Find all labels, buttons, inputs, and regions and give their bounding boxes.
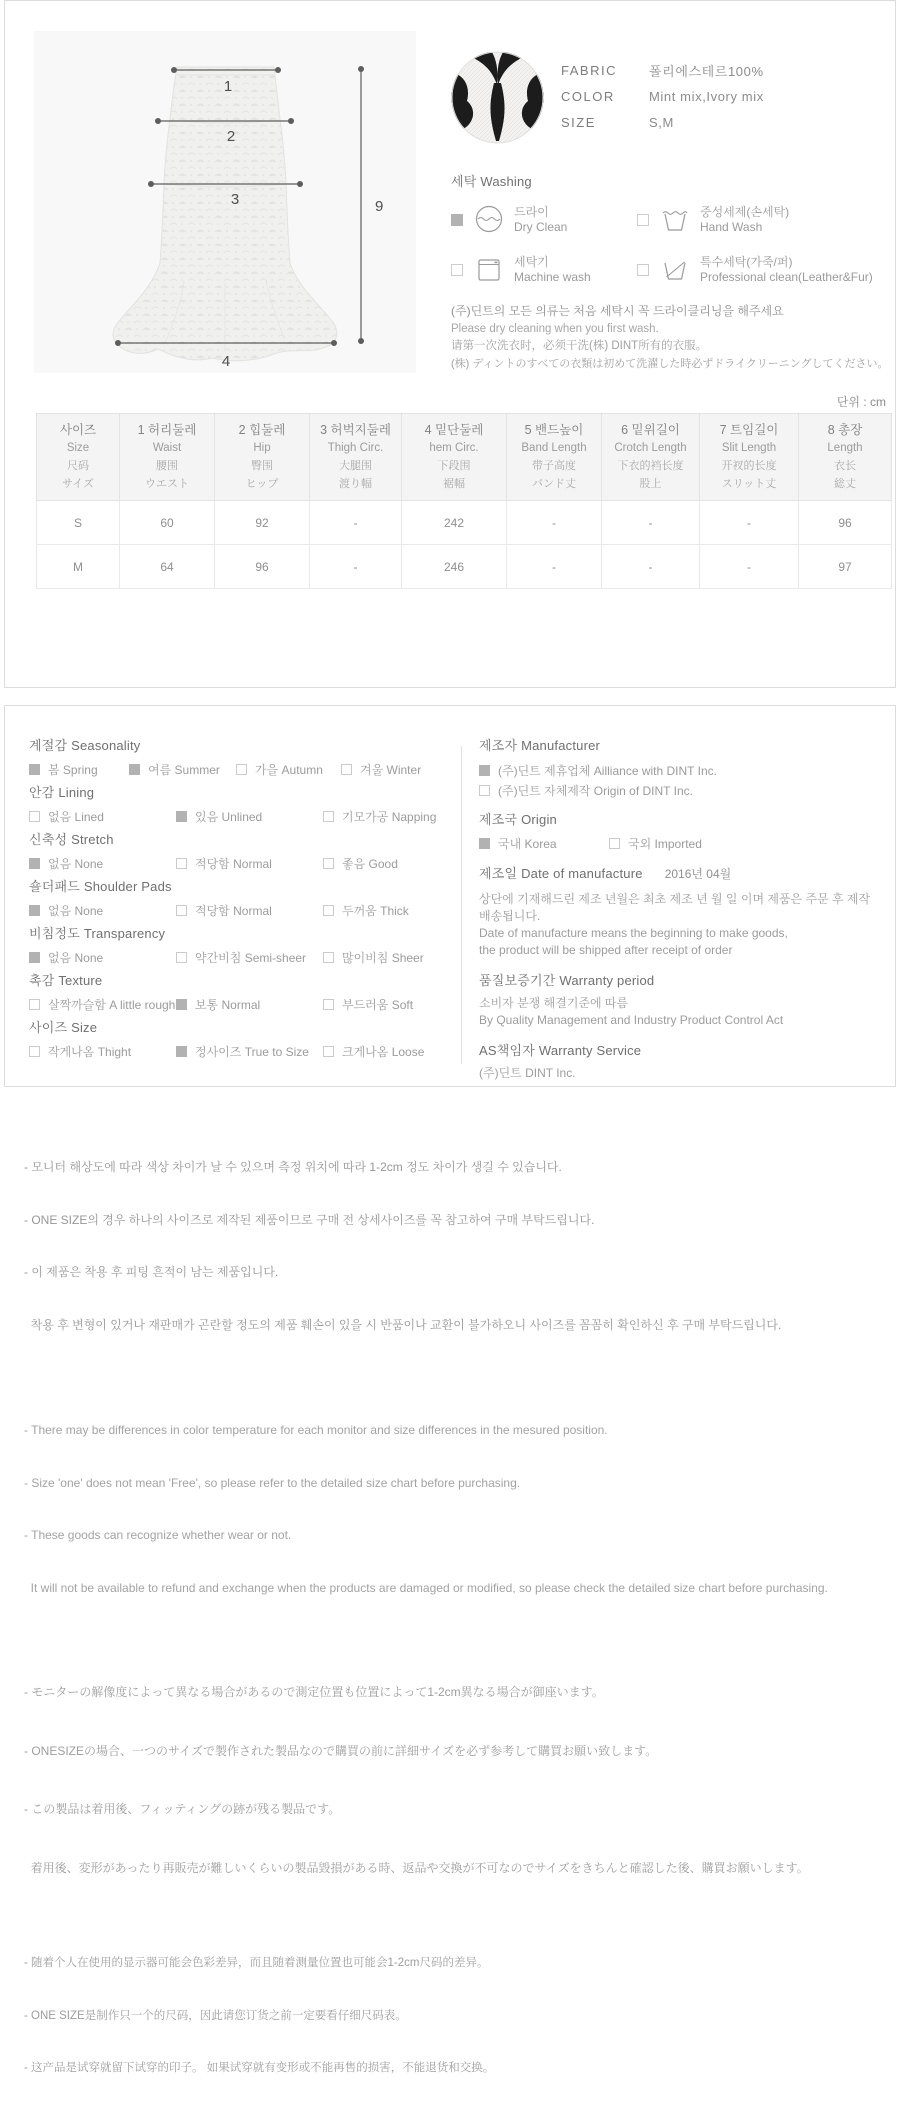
- checkbox-unchecked-icon: [341, 764, 352, 775]
- option: 국내 Korea: [479, 835, 609, 852]
- notes-english: - There may be differences in color temperature for each monitor and size differences in the mesured position. - Size 'one' does not mean 'Free', so please refer to the detailed size chart before purchasing. - These goods can recognize whether wear or not. It will not be available to refund and exchange when the products are damaged or modified, so please check the detailed size chart before purchasing.: [24, 1423, 828, 1595]
- table-row: S 60 92 - 242 - - - 96: [37, 501, 892, 545]
- checkbox-unchecked-icon: [29, 811, 40, 822]
- washing-note-japanese: (株) ディントのすべての衣類は初めて洗濯した時必ずドライクリーニングしてください。: [451, 357, 889, 370]
- washing-label-en: Hand Wash: [700, 220, 763, 234]
- checkbox-unchecked-icon: [323, 811, 334, 822]
- section-warranty-period: [479, 971, 883, 1029]
- table-header-cell: 1 허리둘레 Waist 腰围 ウエスト: [120, 414, 215, 501]
- washing-section: [451, 171, 895, 373]
- checkbox-checked-icon: [29, 764, 40, 775]
- section-origin: [479, 810, 883, 852]
- table-header-cell: 7 트임길이 Slit Length 开衩的长度 スリット丈: [700, 414, 799, 501]
- checkbox-unchecked-icon: [323, 858, 334, 869]
- option: 봄 Spring: [29, 761, 129, 778]
- measure-label-waist: 1: [223, 78, 233, 95]
- manufacture-date-note: the product will be shipped after receipt of order: [479, 943, 733, 957]
- section-title: 품질보증기간 Warranty period: [479, 973, 655, 988]
- section-shoulder-pads: [29, 877, 457, 919]
- checkbox-unchecked-icon: [176, 905, 187, 916]
- notes-chinese: - 随着个人在使用的显示器可能会色彩差异，而且随着测量位置也可能会1-2cm尺码的差异。 - ONE SIZE是制作只一个的尺码，因此请您订货之前一定要看仔细尺码表。 - 这产品是试穿就留下试穿的印子。 如果试穿就有变形或不能再售的损害，不能退货和交换。: [24, 1957, 495, 2074]
- option: 많이비침 Sheer: [323, 949, 424, 966]
- table-header-cell: 6 밑위길이 Crotch Length 下衣的裆长度 股上: [602, 414, 700, 501]
- section-title: 안감 Lining: [29, 785, 95, 800]
- washing-note-english: Please dry cleaning when you first wash.: [451, 322, 659, 335]
- unit-label: 단위 : cm: [836, 395, 886, 409]
- option: 작게나옴 Thight: [29, 1043, 176, 1060]
- section-size-fit: [29, 1018, 457, 1060]
- section-title: 제조국 Origin: [479, 812, 557, 827]
- section-title: 사이즈 Size: [29, 1020, 98, 1035]
- section-texture: [29, 971, 457, 1013]
- table-header-cell: 사이즈 Size 尺码 サイズ: [37, 414, 120, 501]
- section-title: 비침정도 Transparency: [29, 926, 166, 941]
- spec-fabric: [561, 57, 764, 83]
- warranty-service-note: (주)딘트 DINT Inc.: [479, 1066, 576, 1080]
- option: 있음 Unlined: [176, 808, 323, 825]
- fabric-label: FABRIC: [561, 62, 617, 78]
- option: 국외 Imported: [609, 835, 702, 852]
- section-title: 제조자 Manufacturer: [479, 738, 601, 753]
- option: 적당함 Normal: [176, 902, 323, 919]
- option: 정사이즈 True to Size: [176, 1043, 323, 1060]
- checkbox-unchecked-icon: [29, 999, 40, 1010]
- checkbox-unchecked-icon: [637, 214, 649, 226]
- color-value: Mint mix,Ivory mix: [649, 88, 764, 104]
- option: 두꺼움 Thick: [323, 902, 409, 919]
- size-value: S,M: [649, 114, 674, 130]
- measure-label-length: 9: [375, 198, 384, 215]
- vertical-divider: [461, 746, 462, 1064]
- option: 보통 Normal: [176, 996, 323, 1013]
- option: (주)딘트 자체제작 Origin of DINT Inc.: [479, 782, 693, 799]
- washing-label-en: Professional clean(Leather&Fur): [700, 270, 873, 284]
- option: 겨울 Winter: [341, 761, 421, 778]
- option: 여름 Summer: [129, 761, 236, 778]
- washing-notes: [451, 303, 895, 373]
- size-illustration: [34, 31, 416, 373]
- notes-japanese: - モニターの解像度によって異なる場合があるので測定位置も位置によって1-2cm異なる場合が御座います。 - ONESIZEの場合、一つのサイズで製作された製品なので購買の前に詳細サイズを必ず参考して購買お願い致します。 - この製品は着用後、フィッティングの跡が残る製品です。 着用後、変形があったり再販売が難しいくらいの製品毀損がある時、返品や交換が不可なのでサイズをきちんと確認した後、購買お願いします。: [24, 1685, 809, 1875]
- notes-korean: - 모니터 해상도에 따라 색상 차이가 날 수 있으며 측정 위치에 따라 1-2cm 정도 차이가 생길 수 있습니다. - ONE SIZE의 경우 하나의 사이즈로 제작된 제품이므로 구매 전 상세사이즈를 꼭 참고하여 구매 부탁드립니다. - 이 제품은 착용 후 피팅 흔적이 남는 제품입니다. 착용 후 변형이 있거나 재판매가 곤란할 정도의 제품 훼손이 있을 시 반품이나 교환이 불가하오니 사이즈를 꼼꼼히 확인하신 후 구매 부탁드립니다.: [24, 1160, 782, 1332]
- option: 부드러움 Soft: [323, 996, 413, 1013]
- table-header-cell: 8 총장 Length 衣长 総丈: [799, 414, 892, 501]
- option: 크게나옴 Loose: [323, 1043, 424, 1060]
- option: 가을 Autumn: [236, 761, 341, 778]
- dry-clean-icon: [472, 203, 506, 237]
- washing-item-dry-clean: [451, 203, 637, 237]
- checkbox-unchecked-icon: [176, 952, 187, 963]
- washing-label-en: Dry Clean: [514, 220, 568, 234]
- table-header-row: [37, 414, 892, 501]
- product-attributes-panel: [4, 705, 896, 1087]
- checkbox-checked-icon: [176, 811, 187, 822]
- table-header-cell: 3 허벅지둘레 Thigh Circ. 大腿围 渡り幅: [310, 414, 402, 501]
- washing-options: [451, 203, 895, 287]
- measure-label-hip: 2: [226, 128, 236, 145]
- washing-label-ko: 중성세제(손세탁): [700, 205, 790, 219]
- spec-color: [561, 83, 764, 109]
- option: 기모가공 Napping: [323, 808, 436, 825]
- machine-wash-icon: [472, 253, 506, 287]
- section-manufacturer: [479, 736, 883, 800]
- product-info-panel: [4, 0, 896, 688]
- checkbox-checked-icon: [479, 765, 490, 776]
- washing-note-chinese: 请第一次洗衣时，必须干洗(株) DINT所有的衣服。: [451, 340, 708, 352]
- option: 좋음 Good: [323, 855, 398, 872]
- section-title: AS책임자 Warranty Service: [479, 1043, 642, 1058]
- checkbox-unchecked-icon: [29, 1046, 40, 1057]
- checkbox-unchecked-icon: [479, 785, 490, 796]
- washing-note-korean: (주)딘트의 모든 의류는 처음 세탁시 꼭 드라이클리닝을 해주세요: [451, 304, 784, 318]
- professional-clean-icon: [658, 253, 692, 287]
- attributes-right-column: [479, 736, 883, 1087]
- skirt-line-drawing: [34, 31, 416, 373]
- option: 약간비침 Semi-sheer: [176, 949, 323, 966]
- row-size: S: [37, 501, 120, 545]
- manufacture-date-note: 상단에 기재해드린 제조 년월은 최초 제조 년 월 일 이며 제품은 주문 후 제작 배송됩니다.: [479, 892, 871, 923]
- checkbox-unchecked-icon: [236, 764, 247, 775]
- manufacture-date-value: 2016년 04월: [664, 867, 732, 881]
- measure-label-thigh: 3: [230, 191, 240, 208]
- purchase-notes: [24, 1124, 886, 2113]
- color-label: COLOR: [561, 88, 615, 104]
- product-spec-list: [561, 57, 764, 135]
- section-transparency: [29, 924, 457, 966]
- section-title: 촉감 Texture: [29, 973, 103, 988]
- attributes-left-column: [29, 736, 457, 1065]
- section-lining: [29, 783, 457, 825]
- checkbox-checked-icon: [176, 1046, 187, 1057]
- fabric-swatch-image: [451, 51, 544, 144]
- section-title: 숄더패드 Shoulder Pads: [29, 879, 172, 894]
- section-warranty-service: [479, 1041, 883, 1082]
- option: 없음 None: [29, 902, 176, 919]
- measure-label-hem: 4: [221, 353, 231, 370]
- warranty-period-note: 소비자 분쟁 해결기준에 따름: [479, 996, 629, 1010]
- washing-label-ko: 특수세탁(가죽/퍼): [700, 255, 793, 269]
- checkbox-checked-icon: [29, 858, 40, 869]
- checkbox-checked-icon: [451, 214, 463, 226]
- checkbox-unchecked-icon: [323, 999, 334, 1010]
- checkbox-unchecked-icon: [609, 838, 620, 849]
- size-table: [36, 413, 892, 589]
- manufacture-date-note: Date of manufacture means the beginning to make goods,: [479, 926, 788, 940]
- table-header-cell: 2 힙둘레 Hip 臀围 ヒップ: [215, 414, 310, 501]
- option: 없음 None: [29, 855, 176, 872]
- checkbox-checked-icon: [29, 952, 40, 963]
- checkbox-unchecked-icon: [323, 952, 334, 963]
- section-title: 제조일 Date of manufacture: [479, 866, 643, 881]
- row-size: M: [37, 545, 120, 589]
- checkbox-checked-icon: [29, 905, 40, 916]
- section-seasonality: [29, 736, 457, 778]
- table-row: M 64 96 - 246 - - - 97: [37, 545, 892, 589]
- option: 없음 None: [29, 949, 176, 966]
- washing-item-professional-clean: [637, 253, 895, 287]
- size-label: SIZE: [561, 114, 596, 130]
- checkbox-unchecked-icon: [637, 264, 649, 276]
- table-header-cell: 5 밴드높이 Band Length 带子高度 バンド丈: [507, 414, 602, 501]
- section-title: 신축성 Stretch: [29, 832, 114, 847]
- checkbox-unchecked-icon: [176, 858, 187, 869]
- section-manufacture-date: [479, 864, 883, 959]
- option: 없음 Lined: [29, 808, 176, 825]
- checkbox-checked-icon: [479, 838, 490, 849]
- section-title: 계절감 Seasonality: [29, 738, 141, 753]
- warranty-period-note: By Quality Management and Industry Product Control Act: [479, 1013, 784, 1027]
- washing-title: 세탁 Washing: [451, 174, 532, 189]
- checkbox-unchecked-icon: [323, 1046, 334, 1057]
- washing-item-hand-wash: [637, 203, 895, 237]
- checkbox-checked-icon: [129, 764, 140, 775]
- fabric-value: 폴리에스테르100%: [649, 63, 764, 79]
- hand-wash-icon: [658, 203, 692, 237]
- washing-label-en: Machine wash: [514, 270, 591, 284]
- option: (주)딘트 제휴업체 Ailliance with DINT Inc.: [479, 762, 717, 779]
- checkbox-unchecked-icon: [451, 264, 463, 276]
- checkbox-unchecked-icon: [323, 905, 334, 916]
- washing-item-machine-wash: [451, 253, 637, 287]
- spec-size: [561, 109, 764, 135]
- option: 살짝까슬함 A little rough: [29, 996, 176, 1013]
- washing-label-ko: 세탁기: [514, 255, 549, 269]
- washing-label-ko: 드라이: [514, 205, 549, 219]
- checkbox-checked-icon: [176, 999, 187, 1010]
- option: 적당함 Normal: [176, 855, 323, 872]
- section-stretch: [29, 830, 457, 872]
- table-header-cell: 4 밑단둘레 hem Circ. 下段围 裾幅: [402, 414, 507, 501]
